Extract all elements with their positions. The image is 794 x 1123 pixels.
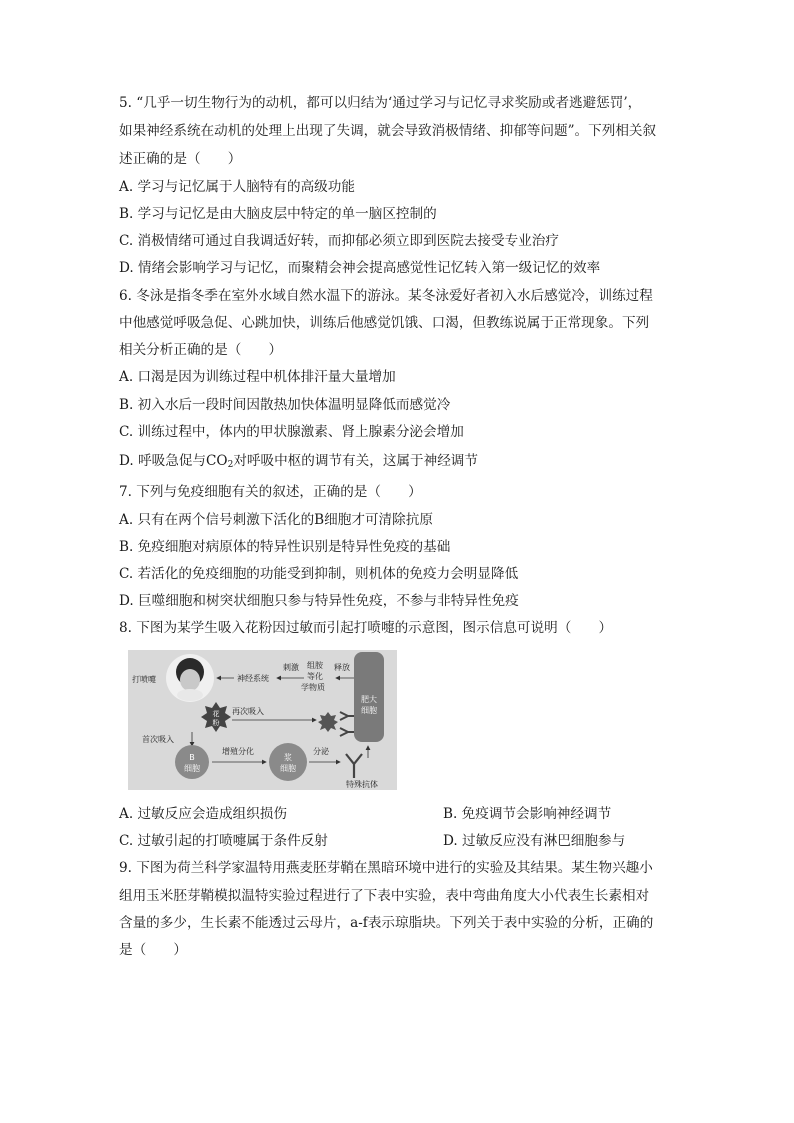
plasma-cell-label-1: 浆 — [284, 753, 292, 762]
q7-option-a: A. 只有在两个信号刺激下活化的B细胞才可清除抗原 — [119, 512, 433, 528]
special-antibody-label: 特殊抗体 — [346, 780, 378, 789]
q6-option-d — [119, 452, 478, 470]
q9-stem-line1: 9. 下图为荷兰科学家温特用燕麦胚芽鞘在黑暗环境中进行的实验及其结果。某生物兴趣小 — [119, 860, 653, 876]
q6-option-a: A. 口渴是因为训练过程中机体排汗量大量增加 — [119, 369, 396, 385]
q9-stem-line4: 是（ ） — [119, 942, 187, 958]
b-cell-label-1: B — [189, 753, 195, 762]
histamine-label-3: 学物质 — [301, 683, 325, 692]
q5-stem-line1: 5. “几乎一切生物行为的动机，都可以归结为‘通过学习与记忆寻求奖励或者逃避惩罚’， — [119, 95, 642, 111]
q5-stem-line2: 如果神经系统在动机的处理上出现了失调，就会导致消极情绪、抑郁等问题”。下列相关叙 — [119, 123, 657, 139]
q7-option-c: C. 若活化的免疫细胞的功能受到抑制，则机体的免疫力会明显降低 — [119, 566, 519, 582]
q9-stem-line3: 含量的多少，生长素不能透过云母片，a-f表示琼脂块。下列关于表中实验的分析，正确的 — [119, 915, 654, 931]
nervous-system-label: 神经系统 — [237, 674, 269, 683]
q6-option-d-post: 对呼吸中枢的调节有关，这属于神经调节 — [233, 453, 478, 469]
reinhale-label: 再次吸入 — [232, 707, 264, 716]
q5-option-c: C. 消极情绪可通过自我调适好转，而抑郁必须立即到医院去接受专业治疗 — [119, 233, 559, 249]
q6-stem-line1: 6. 冬泳是指冬季在室外水域自然水温下的游泳。某冬泳爱好者初入水后感觉冷，训练过程 — [119, 288, 653, 304]
proliferate-label: 增殖分化 — [222, 747, 254, 756]
q8-option-a: A. 过敏反应会造成组织损伤 — [119, 806, 287, 822]
b-cell-shape — [175, 745, 209, 779]
secrete-label: 分泌 — [313, 747, 329, 756]
q8-stem-line1: 8. 下图为某学生吸入花粉因过敏而引起打喷嚏的示意图，图示信息可说明（ ） — [119, 620, 613, 636]
q8-option-d: D. 过敏反应没有淋巴细胞参与 — [443, 833, 626, 849]
histamine-label-2: 等化 — [307, 672, 323, 681]
q7-stem-line1: 7. 下列与免疫细胞有关的叙述，正确的是（ ） — [119, 484, 422, 500]
q5-option-d: D. 情绪会影响学习与记忆，而聚精会神会提高感觉性记忆转入第一级记忆的效率 — [119, 260, 601, 276]
q8-option-c: C. 过敏引起的打喷嚏属于条件反射 — [119, 833, 328, 849]
allergy-diagram — [128, 650, 397, 790]
sneeze-photo — [166, 654, 214, 702]
q9-stem-line2: 组用玉米胚芽鞘模拟温特实验过程进行了下表中实验，表中弯曲角度大小代表生长素相对 — [119, 888, 650, 904]
pollen-label-2: 粉 — [212, 719, 220, 727]
b-cell-label-2: 细胞 — [184, 764, 200, 773]
q5-stem-line3: 述正确的是（ ） — [119, 151, 242, 167]
stimulate-label: 刺激 — [283, 663, 299, 672]
q6-option-c: C. 训练过程中，体内的甲状腺激素、肾上腺素分泌会增加 — [119, 424, 464, 440]
q5-option-a: A. 学习与记忆属于人脑特有的高级功能 — [119, 179, 355, 195]
q6-option-d-pre: D. 呼吸急促与CO — [119, 453, 228, 469]
q7-option-b: B. 免疫细胞对病原体的特异性识别是特异性免疫的基础 — [119, 539, 451, 555]
mast-cell-label-2: 细胞 — [361, 706, 377, 715]
mast-cell-label-1: 肥大 — [361, 695, 377, 704]
plasma-cell-shape — [269, 743, 307, 781]
q5-option-b: B. 学习与记忆是由大脑皮层中特定的单一脑区控制的 — [119, 206, 437, 222]
q6-option-d-sub: 2 — [227, 460, 234, 470]
pollen-small-shape — [318, 712, 338, 732]
release-label: 释放 — [334, 663, 350, 672]
pollen-label-1: 花 — [212, 710, 220, 718]
sneeze-label: 打喷嚏 — [132, 675, 156, 684]
free-antibody — [346, 754, 362, 778]
q6-stem-line3: 相关分析正确的是（ ） — [119, 342, 283, 358]
q6-stem-line2: 中他感觉呼吸急促、心跳加快，训练后他感觉饥饿、口渴，但教练说属于正常现象。下列 — [119, 315, 650, 331]
histamine-label-1: 组胺 — [307, 661, 323, 670]
bound-antibodies — [340, 712, 354, 736]
q7-option-d: D. 巨噬细胞和树突状细胞只参与特异性免疫，不参与非特异性免疫 — [119, 593, 519, 609]
q8-option-b: B. 免疫调节会影响神经调节 — [443, 806, 612, 822]
plasma-cell-label-2: 细胞 — [280, 764, 296, 773]
first-inhale-label: 首次吸入 — [142, 735, 174, 744]
q6-option-b: B. 初入水后一段时间因散热加快体温明显降低而感觉冷 — [119, 397, 451, 413]
